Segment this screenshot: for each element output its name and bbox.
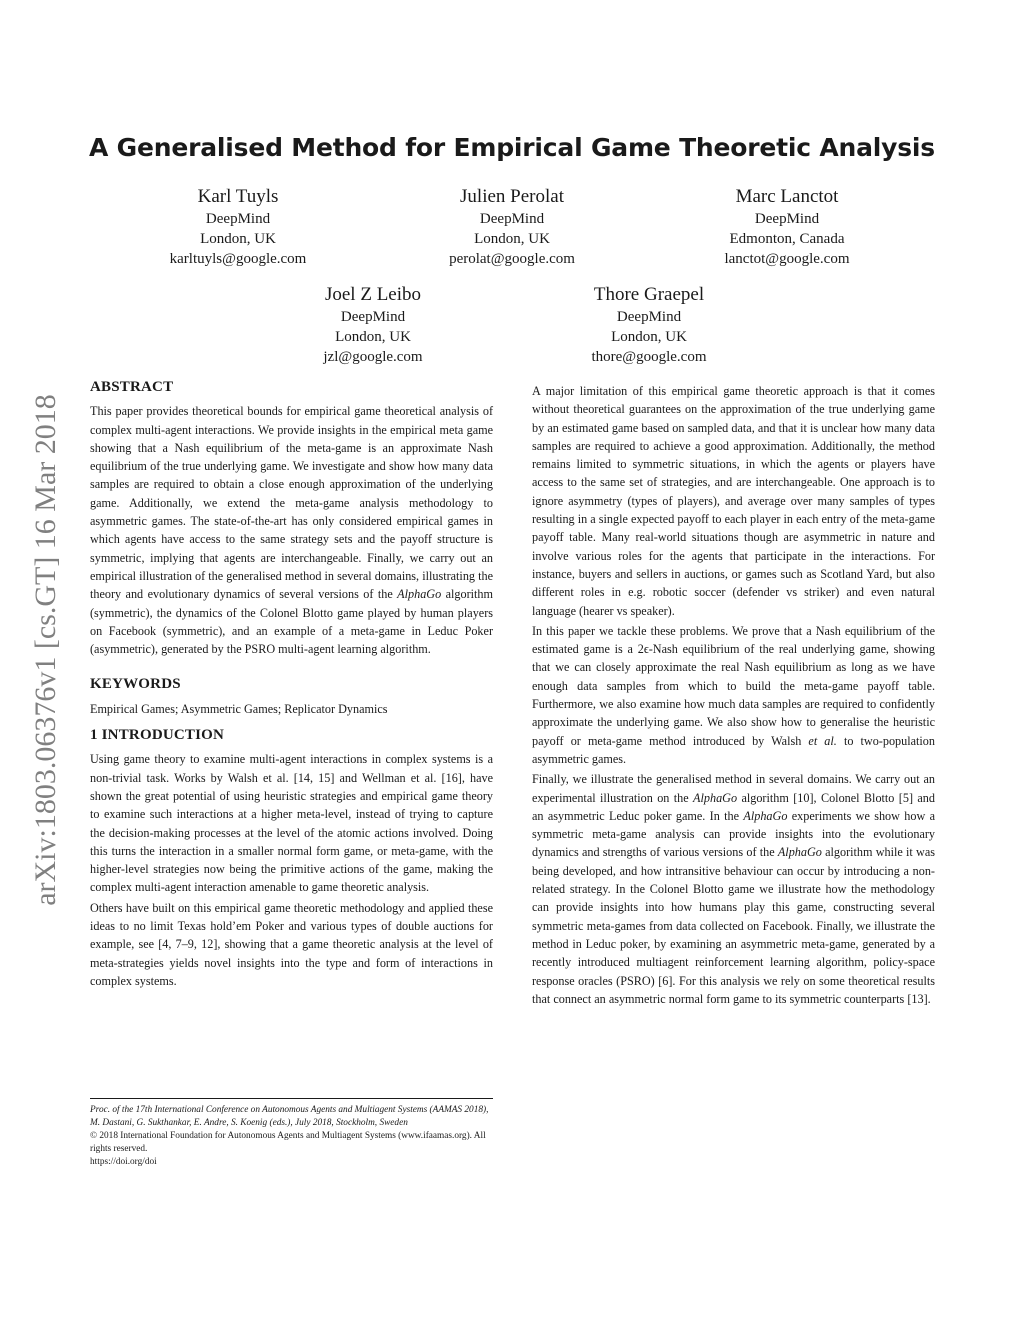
- body-paragraph: A major limitation of this empirical game theoretic approach is that it comes without theoretical guarantees on the approximation of the true underlying game by an estimated game based on sampled data, and that it is unclear how many data samples are required to achieve a good approximation. Additionally, the method remains limited to symmetric situations, in which the agents or players have access to the same set of strategies, and are interchangeable. One approach is to ignore asymmetry (types of players), and average over many samples of types resulting in a single expected payoff to each player in each entry of the meta-game payoff table. Many real-world situations though are asymmetric in nature and involve various roles for the agents that participate in the interactions. For instance, buyers and sellers in auctions, or games such as Scotland Yard, but also different roles in e.g. robotic soccer (defender vs striker) and even natural language (hearer vs speaker).: [532, 384, 935, 618]
- author-email: karltuyls@google.com: [169, 251, 307, 267]
- author-affiliation: DeepMind: [205, 211, 271, 227]
- introduction-section: [90, 726, 493, 990]
- conference-note: Proc. of the 17th International Conference on Autonomous Agents and Multiagent Systems (AAMAS 2018), M. Dastani, G. Sukthankar, E. Andre, S. Koenig (eds.), July 2018, Stockholm, Sweden: [90, 1105, 489, 1128]
- author-email: jzl@google.com: [323, 349, 423, 365]
- left-column: [90, 378, 493, 990]
- introduction-paragraph: Others have built on this empirical game theoretic methodology and applied these ideas to no limit Texas hold’em Poker and various types of double auctions for example, see [4, 7–9, 12], showing that a game theoretic analysis at the level of meta-strategies yields novel insights into the type and form of interactions in complex systems.: [90, 900, 493, 988]
- keywords-heading: KEYWORDS: [90, 676, 181, 693]
- author-name: Julien Perolat: [460, 186, 564, 207]
- alphago-italic: AlphaGo: [743, 808, 788, 823]
- author-name: Marc Lanctot: [735, 186, 839, 207]
- body-paragraph: Finally, we illustrate the generalised method in several domains. We carry out an experimental illustration on the AlphaGo algorithm [10], Colonel Blotto [5] and an asymmetric Leduc poker game. In the AlphaGo experiments we show how a symmetric meta-game analysis can provide insights into the evolutionary dynamics and strengths of various versions of the AlphaGo algorithm while it was being developed, and how intransitive behaviour can occur by introducing a non-related strategy. In the Colonel Blotto game we illustrate how the methodology can provide insights into how humans play this game, constructing several symmetric meta-games from data collected on Facebook. Finally, we illustrate the method in Leduc poker, by examining an asymmetric meta-game, generated by a recently introduced multiagent reinforcement learning algorithm, policy-space response oracles (PSRO) [6]. For this analysis we rely on some theoretical results that connect an asymmetric normal form game to its symmetric counterparts [13].: [532, 772, 936, 1006]
- alphago-italic: AlphaGo: [693, 790, 738, 805]
- body-paragraph: In this paper we tackle these problems. We prove that a Nash equilibrium of the estimated game is a 2ϵ-Nash equilibrium of the real underlying game, showing that we can closely approximate the real Nash equilibrium as long as we have enough data samples from which to build the meta-game payoff table. Furthermore, we also examine how much data samples are required to confidently approximate the underlying game. We also show how to generalise the heuristic payoff or meta-game method introduced by Walsh et al. to two-population asymmetric games.: [532, 623, 935, 766]
- right-column: [532, 382, 935, 1008]
- author-name: Joel Z Leibo: [324, 284, 422, 305]
- arxiv-stamp: [16, 350, 76, 950]
- keywords-section: [90, 675, 493, 718]
- author-location: London, UK: [335, 329, 411, 345]
- alphago-italic: AlphaGo: [777, 845, 822, 860]
- author-location: London, UK: [474, 231, 550, 247]
- paper-title: A Generalised Method for Empirical Game Theoretic Analysis: [89, 133, 935, 162]
- author-block: [382, 185, 642, 269]
- keywords-text: Empirical Games; Asymmetric Games; Replicator Dynamics: [90, 701, 388, 716]
- footnote: [90, 1104, 493, 1170]
- doi-link[interactable]: https://doi.org/doi: [90, 1157, 157, 1167]
- author-block: [108, 185, 368, 269]
- author-affiliation: DeepMind: [479, 211, 545, 227]
- footnote-divider: [90, 1098, 493, 1099]
- introduction-heading: 1 INTRODUCTION: [90, 727, 225, 744]
- author-name: Karl Tuyls: [197, 186, 279, 207]
- et-al-italic: et al.: [808, 733, 837, 748]
- author-name: Thore Graepel: [593, 284, 705, 305]
- author-location: London, UK: [200, 231, 276, 247]
- arxiv-stamp-text: arXiv:1803.06376v1 [cs.GT] 16 Mar 2018: [29, 394, 62, 906]
- copyright-note: © 2018 International Foundation for Autonomous Agents and Multiagent Systems (www.ifaamas.org). All rights reserved.: [90, 1131, 486, 1154]
- abstract-heading: ABSTRACT: [90, 379, 174, 395]
- author-block: [657, 185, 917, 269]
- author-location: London, UK: [611, 329, 687, 345]
- author-affiliation: DeepMind: [754, 211, 820, 227]
- author-block: [519, 283, 779, 367]
- author-email: thore@google.com: [591, 349, 707, 365]
- author-email: lanctot@google.com: [724, 251, 850, 267]
- author-affiliation: DeepMind: [340, 309, 406, 325]
- author-location: Edmonton, Canada: [729, 231, 845, 247]
- introduction-paragraph: Using game theory to examine multi-agent interactions in complex systems is a non-trivial task. Works by Walsh et al. [14, 15] and Wellman et al. [16], have shown the great potential of using heuristic strategies and empirical game theory to examine such interactions at a higher meta-level, instead of trying to capture the decision-making processes at the level of the atomic actions involved. Doing this turns the interaction in a smaller normal form game, or meta-game, with the higher-level strategies now being the primitive actions of the game, making the complex multi-agent interaction amenable to game theoretic analysis.: [90, 752, 493, 895]
- author-block: [243, 283, 503, 367]
- author-affiliation: DeepMind: [616, 309, 682, 325]
- author-email: perolat@google.com: [449, 251, 575, 267]
- alphago-italic: AlphaGo: [397, 587, 442, 602]
- abstract-text: This paper provides theoretical bounds for empirical game theoretical analysis of complex multi-agent interactions. We provide insights in the empirical meta game showing that a Nash equilibrium of the meta-game is an approximate Nash equilibrium of the true underlying game. We investigate and show how many data samples are required to obtain a close enough approximation of the underlying game. Additionally, we extend the meta-game analysis methodology to asymmetric games. The state-of-the-art has only considered empirical games in which agents have access to the same strategy sets and the payoff structure is symmetric, implying that agents are interchangeable. Finally, we carry out an empirical illustration of the generalised method in several domains, illustrating the theory and evolutionary dynamics of several versions of the AlphaGo algorithm (symmetric), the dynamics of the Colonel Blotto game played by human players on Facebook (symmetric), and an example of a meta-game in Leduc Poker (asymmetric), generated by the PSRO multi-agent learning algorithm.: [90, 404, 493, 657]
